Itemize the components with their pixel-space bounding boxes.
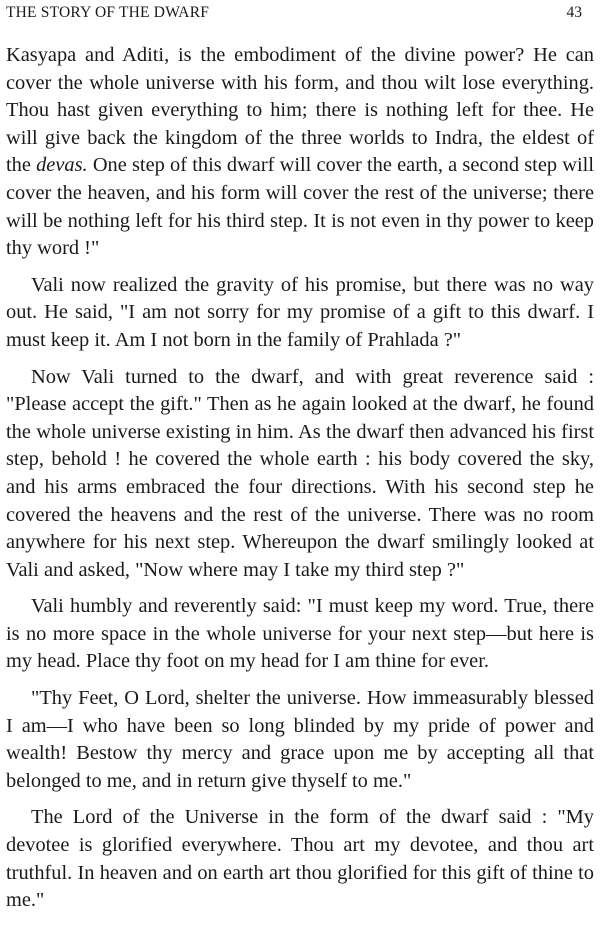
running-title: THE STORY OF THE DWARF [6,4,210,21]
paragraph-text: One step of this dwarf will cover the earth, a second step will cover the heaven, and his form will cover the rest of the universe; there will be nothing left for his third step. It is not even in thy power to keep thy word !" [6,154,594,260]
paragraph-continued [6,42,594,263]
italic-term: devas. [36,154,88,177]
paragraph: The Lord of the Universe in the form of the dwarf said : "My devotee is glorified everywhere. Thou art my devotee, and thou art truthful. In heaven and on earth art thou glorified for this gift of thine to me." [6,806,594,912]
body-text [6,42,594,924]
paragraph: "Thy Feet, O Lord, shelter the universe. How immeasurably blessed I am—I who have been so long blinded by my pride of power and wealth! Bestow thy mercy and grace upon me by accepting all that belonged to me, and in return give thyself to me." [6,687,594,792]
paragraph: Now Vali turned to the dwarf, and with great reverence said : "Please accept the gift." Then as he again looked at the dwarf, he found the whole universe existing in him. As the dwarf then advanced his first step, behold ! he covered the whole earth : his body covered the sky, and his arms embraced the four directions. With his second step he covered the heavens and the rest of the universe. There was no room anywhere for his next step. Whereupon the dwarf smilingly looked at Vali and asked, "Now where may I take my third step ?" [6,365,594,581]
paragraph: Vali now realized the gravity of his promise, but there was no way out. He said, "I am not sorry for my promise of a gift to this dwarf. I must keep it. Am I not born in the family of Prahlada ?" [6,273,594,351]
page-number: 43 [566,4,582,21]
paragraph-text: Kasyapa and Aditi, is the embodiment of the divine power? He can cover the whole universe with his form, and thou wilt lose everything. Thou hast given everything to him; there is nothing left for thee. He will give back the kingdom of the three worlds to Indra, the eldest of the [6,44,594,177]
paragraph: Vali humbly and reverently said: "I must keep my word. True, there is no more space in the whole universe for your next step—but here is my head. Place thy foot on my head for I am thine for ever. [6,595,594,673]
running-header [6,2,594,24]
